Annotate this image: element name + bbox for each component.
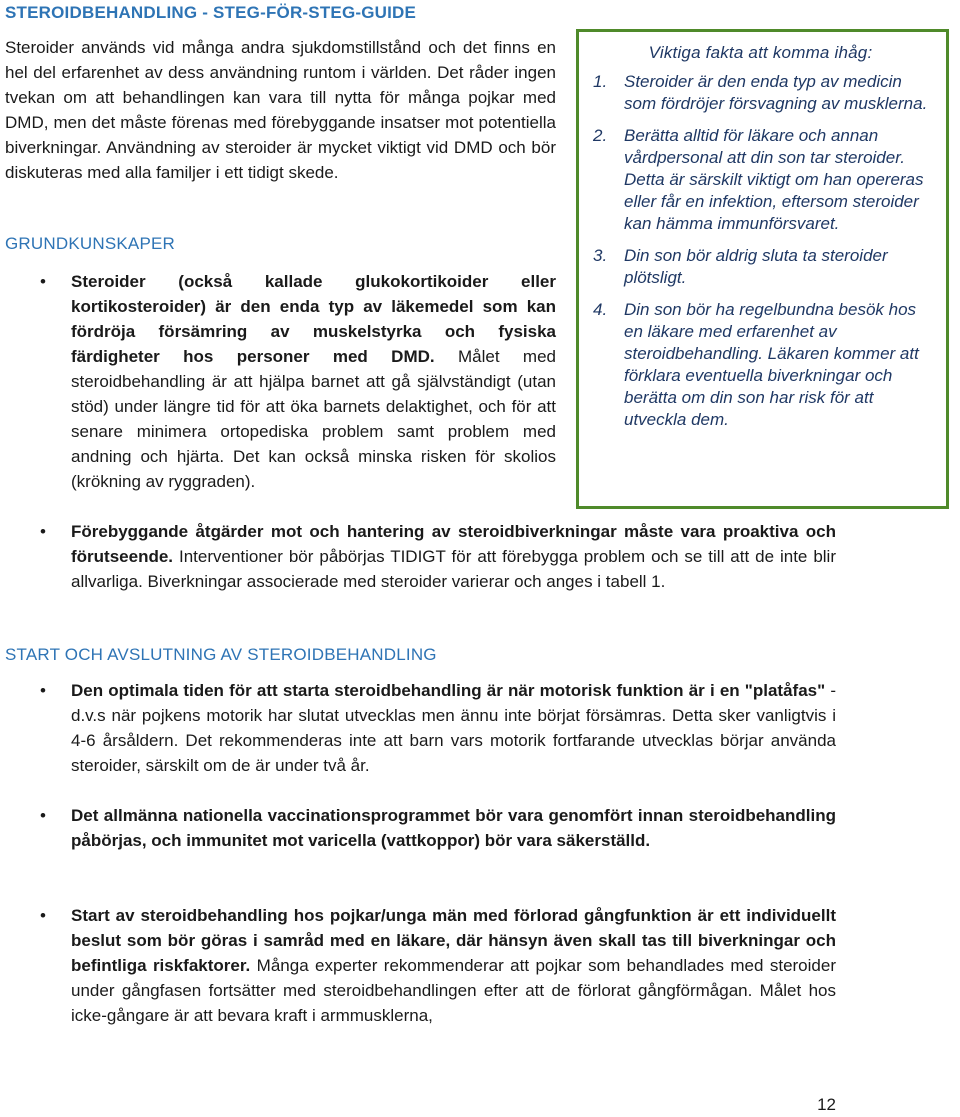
bullet-bold-text: Den optimala tiden för att starta steroidbehandling är när motorisk funktion är i en "platåfas" [71,681,826,700]
bullet-steroids-only-treatment [40,269,556,494]
key-fact-item [593,245,928,289]
bullet-normal-text: Målet med steroidbehandling är att hjälpa barnet att gå självständigt (utan stöd) under längre tid för att öka barnets delaktighet, och för att senare minimera ortopediska problem samt problem med andning och hjärta. Det kan också minska risken för skolios (krökning av ryggraden). [71,347,556,491]
key-facts-box [576,29,949,509]
bullet-dot: • [40,906,46,925]
intro-paragraph: Steroider används vid många andra sjukdomstillstånd och det finns en hel del erfarenhet av dess användning runtom i världen. Det råder ingen tvekan om att behandlingen kan vara till nytta för många pojkar med DMD, men det måste förenas med förebyggande insatser mot potentiella biverkningar. Användning av steroider är mycket viktigt vid DMD och bör diskuteras med alla familjer i ett tidigt skede. [5,38,556,182]
bullet-non-ambulant-start [40,903,836,1028]
key-fact-item [593,299,928,431]
bullet-dot: • [40,806,46,825]
section-heading-grundkunskaper: GRUNDKUNSKAPER [5,234,175,253]
key-fact-text: Steroider är den enda typ av medicin som fördröjer försvagning av musklerna. [624,72,928,113]
bullet-bold-text: Start av steroidbehandling hos pojkar/unga män med förlorad gångfunktion är ett individuellt beslut som bör göras i samråd med en läkare, där hänsyn även skall tas till biverkningar och befintliga riskfaktorer. [71,906,836,975]
bullet-normal-text: Många experter rekommenderar att pojkar som behandlades med steroider under gångfasen fortsätter med steroidbehandlingen efter att de förlorat gångförmågan. Målet hos icke-gångare är att bevara kraft i armmusklerna, [71,956,836,1025]
key-fact-text: Berätta alltid för läkare och annan vårdpersonal att din son tar steroider. Detta är särskilt viktigt om han opereras eller får en infektion, eftersom steroider kan hämma immunförsvaret. [624,126,924,233]
page-number: 12 [817,1095,836,1114]
key-facts-title: Viktiga fakta att komma ihåg: [648,43,873,62]
bullet-normal-text: - d.v.s när pojkens motorik har slutat utvecklas men ännu inte börjat försämras. Detta sker vanligtvis i 4-6 årsåldern. Det rekommenderas inte att barn vars motorik fortfarande utvecklas börjar använda steroider, särskilt om de är under två år. [71,681,837,775]
section-heading-start-och-avslutning: START OCH AVSLUTNING AV STEROIDBEHANDLING [5,645,437,664]
key-fact-number: 1. [593,72,608,91]
bullet-optimal-start-time [40,678,837,778]
bullet-dot: • [40,522,46,541]
page-title: STEROIDBEHANDLING - STEG-FÖR-STEG-GUIDE [5,3,417,22]
key-fact-text: Din son bör aldrig sluta ta steroider plötsligt. [624,246,888,287]
bullet-preventive-measures [40,519,836,594]
key-fact-text: Din son bör ha regelbundna besök hos en läkare med erfarenhet av steroidbehandling. Läkaren kommer att förklara eventuella biverkningar och berätta om din son har risk för att utveckla dem. [624,300,919,429]
key-fact-number: 2. [593,126,608,145]
bullet-bold-text: Förebyggande åtgärder mot och hantering av steroidbiverkningar måste vara proaktiva och förutseende. [71,522,836,566]
bullet-bold-text: Det allmänna nationella vaccinationsprogrammet bör vara genomfört innan steroidbehandling påbörjas, och immunitet mot varicella (vattkoppor) bör vara säkerställd. [71,806,836,850]
key-facts-list [593,71,928,431]
bullet-dot: • [40,681,46,700]
bullet-vaccination [40,803,836,853]
key-fact-number: 3. [593,246,608,265]
key-fact-item [593,71,928,115]
key-fact-number: 4. [593,300,608,319]
bullet-dot: • [40,272,46,291]
bullet-normal-text: Interventioner bör påbörjas TIDIGT för att förebygga problem och se till att de inte blir allvarliga. Biverkningar associerade med steroider varierar och anges i tabell 1. [71,547,836,591]
bullet-bold-text: Steroider (också kallade glukokortikoider eller kortikosteroider) är den enda typ av läkemedel som kan fördröja försämring av muskelstyrka och fysiska färdigheter hos personer med DMD. [71,272,556,366]
key-fact-item [593,125,928,235]
